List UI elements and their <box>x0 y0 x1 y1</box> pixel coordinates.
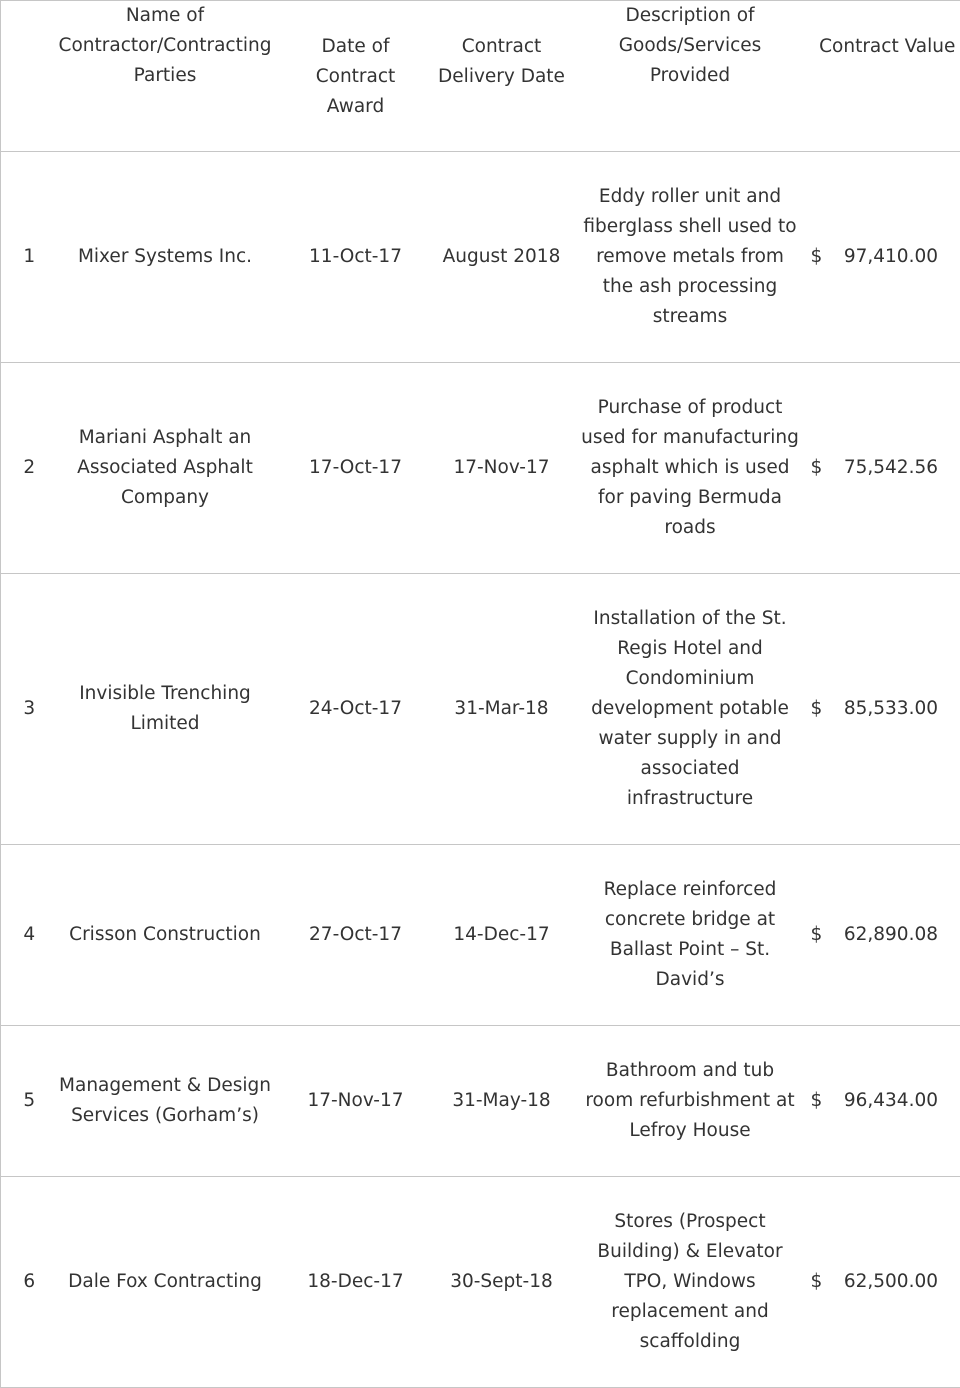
table-row <box>1 845 960 1026</box>
amount: 96,434.00 <box>843 1090 938 1111</box>
contract-value <box>803 1177 960 1388</box>
delivery-date: 30-Sept-18 <box>426 1177 578 1388</box>
row-number: 4 <box>1 845 45 1026</box>
header-line: Description of <box>625 5 755 26</box>
description: Eddy roller unit and fiberglass shell used to remove metals from the ash processing streams <box>578 152 803 363</box>
contractor-name: Dale Fox Contracting <box>45 1177 286 1388</box>
header-line: Name of <box>125 5 205 26</box>
amount: 62,890.08 <box>843 924 938 945</box>
description: Stores (Prospect Building) & Elevator TPO, Windows replacement and scaffolding <box>578 1177 803 1388</box>
header-award-date <box>286 1 426 152</box>
contractor-name: Invisible Trenching Limited <box>45 574 286 845</box>
contractor-name: Management & Design Services (Gorham’s) <box>45 1026 286 1177</box>
header-line: Delivery Date <box>438 66 565 87</box>
currency-symbol: $ <box>810 457 823 478</box>
contract-value <box>803 845 960 1026</box>
description: Bathroom and tub room refurbishment at Lefroy House <box>578 1026 803 1177</box>
amount: 75,542.56 <box>843 457 938 478</box>
header-description <box>578 1 803 152</box>
row-number: 3 <box>1 574 45 845</box>
delivery-date: August 2018 <box>426 152 578 363</box>
amount: 62,500.00 <box>843 1271 938 1292</box>
award-date: 18-Dec-17 <box>286 1177 426 1388</box>
description: Purchase of product used for manufacturing asphalt which is used for paving Bermuda roads <box>578 363 803 574</box>
header-delivery-date <box>426 1 578 152</box>
table-row <box>1 1026 960 1177</box>
contract-value <box>803 152 960 363</box>
header-contractor-name <box>45 1 286 152</box>
currency-symbol: $ <box>810 924 823 945</box>
table-row <box>1 574 960 845</box>
row-number: 2 <box>1 363 45 574</box>
contract-value <box>803 574 960 845</box>
header-line: Contractor/Contracting <box>58 35 272 56</box>
contract-value <box>803 1026 960 1177</box>
contractor-name: Mixer Systems Inc. <box>45 152 286 363</box>
delivery-date: 31-May-18 <box>426 1026 578 1177</box>
description: Replace reinforced concrete bridge at Ballast Point – St. David’s <box>578 845 803 1026</box>
header-line: Date of <box>321 36 390 57</box>
contractor-name: Mariani Asphalt an Associated Asphalt Company <box>45 363 286 574</box>
description: Installation of the St. Regis Hotel and Condominium development potable water supply in and associated infrastructure <box>578 574 803 845</box>
header-number <box>1 1 45 152</box>
amount: 85,533.00 <box>843 698 938 719</box>
header-line: Goods/Services <box>618 35 762 56</box>
contractor-name: Crisson Construction <box>45 845 286 1026</box>
delivery-date: 31-Mar-18 <box>426 574 578 845</box>
row-number: 1 <box>1 152 45 363</box>
row-number: 6 <box>1 1177 45 1388</box>
award-date: 17-Oct-17 <box>286 363 426 574</box>
delivery-date: 14-Dec-17 <box>426 845 578 1026</box>
award-date: 24-Oct-17 <box>286 574 426 845</box>
currency-symbol: $ <box>810 1090 823 1111</box>
currency-symbol: $ <box>810 1271 823 1292</box>
award-date: 17-Nov-17 <box>286 1026 426 1177</box>
amount: 97,410.00 <box>843 246 938 267</box>
header-line: Provided <box>649 65 731 86</box>
table-row <box>1 1177 960 1388</box>
currency-symbol: $ <box>810 246 823 267</box>
currency-symbol: $ <box>810 698 823 719</box>
header-line: Award <box>326 96 385 117</box>
row-number: 5 <box>1 1026 45 1177</box>
award-date: 27-Oct-17 <box>286 845 426 1026</box>
header-line: Contract <box>315 66 396 87</box>
header-line: Contract <box>461 36 542 57</box>
table-header-row <box>1 1 960 152</box>
award-date: 11-Oct-17 <box>286 152 426 363</box>
header-line: Parties <box>133 65 197 86</box>
table-row <box>1 363 960 574</box>
header-contract-value: Contract Value <box>803 1 960 152</box>
contract-value <box>803 363 960 574</box>
delivery-date: 17-Nov-17 <box>426 363 578 574</box>
table-row <box>1 152 960 363</box>
